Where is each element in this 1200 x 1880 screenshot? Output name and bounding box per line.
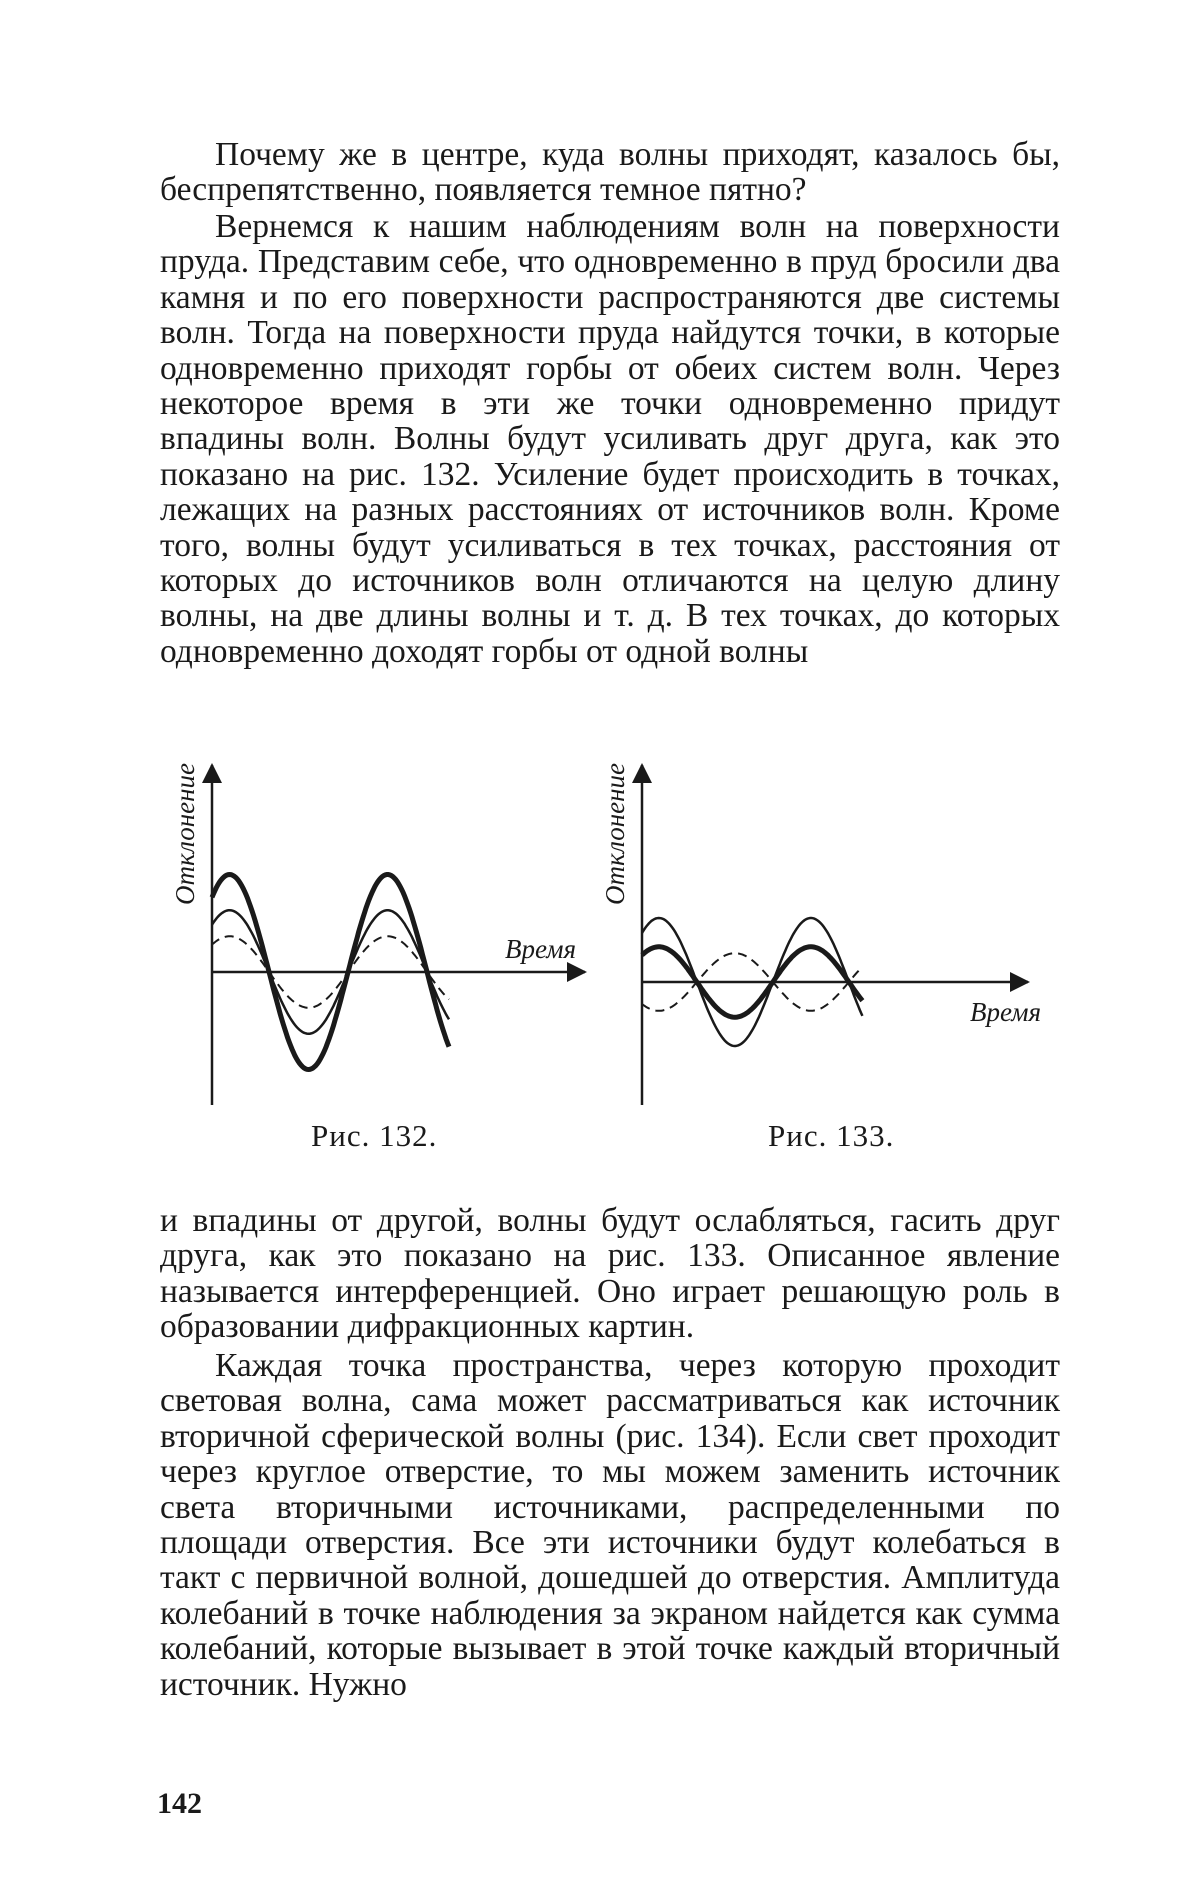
paragraph-2: Вернемся к нашим наблюдениям волн на поверхности пруда. Представим себе, что одновременно в пруд бросили два камня и по его поверхности распространяются две системы волн. Тогда на поверхности пруда найдутся точки, в которые одновременно приходят горбы от обеих систем волн. Через некоторое время в эти же точки одновременно придут впадины волн. Волны будут усиливать друг друга, как это показано на рис. 132. Усиление будет происходить в точках, лежащих на разных расстояниях от источников волн. Кроме того, волны будут усиливаться в тех точках, расстояния от которых до источников волн отличаются на целую длину волны, на две длины волны и т. д. В тех точках, до которых одновременно доходят горбы от одной волны xyxy=(160,209,1060,669)
x-axis-label: Время xyxy=(505,934,576,964)
figure-133 xyxy=(610,745,1060,1115)
chart-133 xyxy=(610,745,1060,1115)
figure-132-caption: Рис. 132. xyxy=(311,1118,437,1154)
x-axis-label: Время xyxy=(970,997,1041,1027)
y-axis-label: Отклонение xyxy=(170,763,200,905)
page-number: 142 xyxy=(157,1787,202,1821)
paragraph-3: и впадины от другой, волны будут ослабляться, гасить друг друга, как это показано на рис. 133. Описанное явление называется интерференцией. Оно играет решающую роль в образовании дифракционных картин. xyxy=(160,1203,1060,1345)
book-page xyxy=(0,0,1200,1880)
figure-133-caption: Рис. 133. xyxy=(768,1118,894,1154)
paragraph-4: Каждая точка пространства, через которую проходит световая волна, сама может рассматриваться как источник вторичной сферической волны (рис. 134). Если свет проходит через круглое отверстие, то мы можем заменить источник света вторичными источниками, распределенными по площади отверстия. Все эти источники будут колебаться в такт с первичной волной, дошедшей до отверстия. Амплитуда колебаний в точке наблюдения за экраном найдется как сумма колебаний, которые вызывает в этой точке каждый вторичный источник. Нужно xyxy=(160,1348,1060,1702)
y-axis-label: Отклонение xyxy=(600,763,630,905)
figure-132 xyxy=(160,745,600,1115)
chart-132 xyxy=(160,745,600,1115)
paragraph-1: Почему же в центре, куда волны приходят, казалось бы, беспрепятственно, появляется темное пятно? xyxy=(160,137,1060,208)
